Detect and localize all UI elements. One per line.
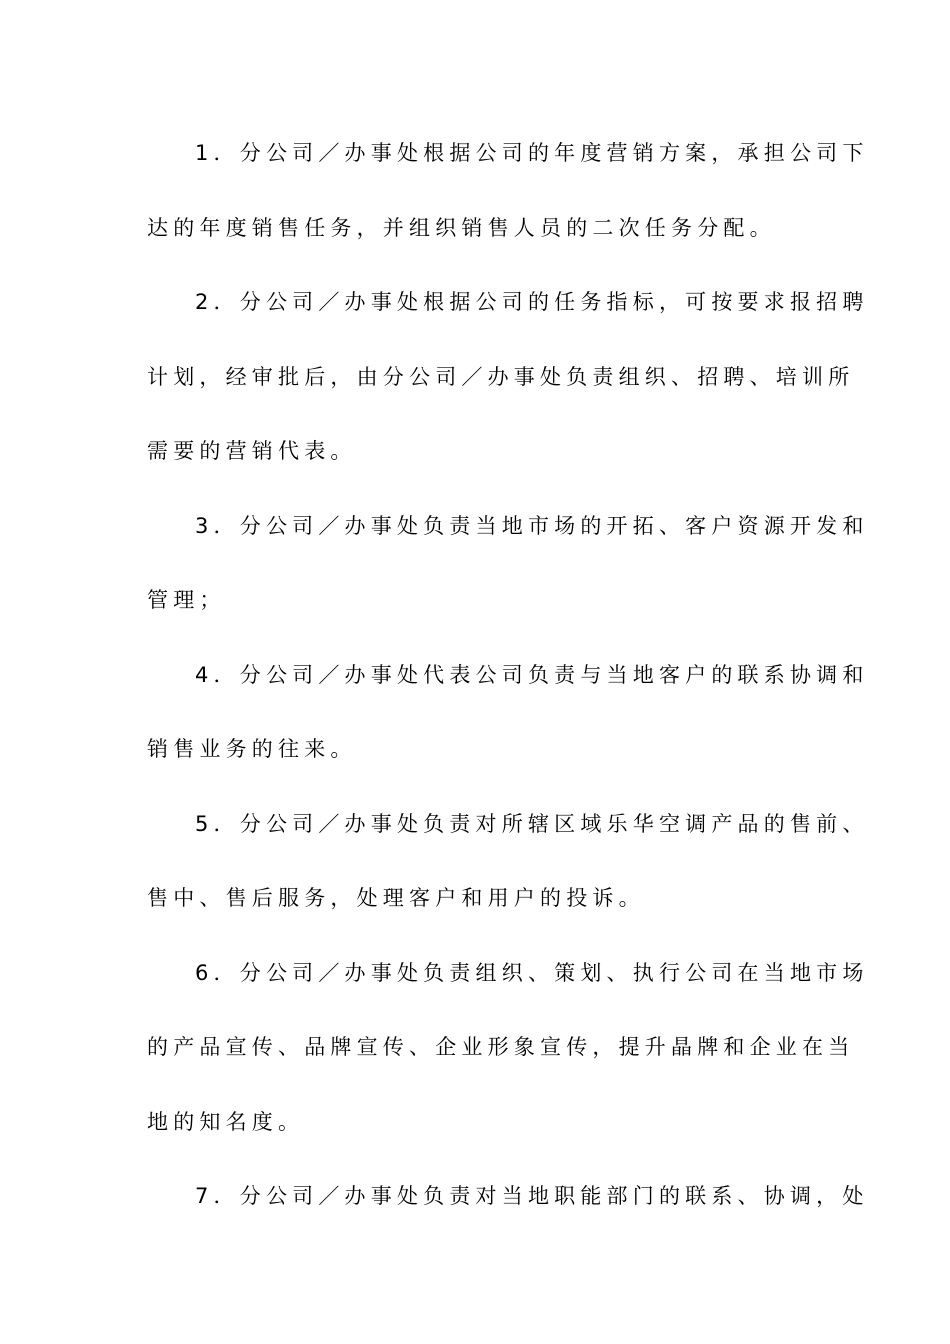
document-body — [147, 116, 869, 1234]
text-line-3: 2．分公司／办事处根据公司的任务指标，可按要求报招聘 — [195, 290, 869, 314]
text-line-15: 7．分公司／办事处负责对当地职能部门的联系、协调，处 — [195, 1184, 869, 1208]
text-line-8: 4．分公司／办事处代表公司负责与当地客户的联系协调和 — [195, 662, 869, 687]
text-line-4: 计划，经审批后，由分公司／办事处负责组织、招聘、培训所 — [147, 364, 855, 389]
text-line-11: 售中、售后服务，处理客户和用户的投诉。 — [147, 886, 645, 910]
text-line-7: 管理； — [147, 588, 226, 612]
text-line-2: 达的年度销售任务，并组织销售人员的二次任务分配。 — [147, 215, 776, 240]
text-line-13: 的产品宣传、品牌宣传、企业形象宣传，提升晶牌和企业在当 — [147, 1035, 855, 1059]
text-line-12: 6．分公司／办事处负责组织、策划、执行公司在当地市场 — [195, 960, 869, 985]
text-line-14: 地的知名度。 — [147, 1109, 305, 1134]
text-line-6: 3．分公司／办事处负责当地市场的开拓、客户资源开发和 — [195, 513, 869, 538]
text-line-10: 5．分公司／办事处负责对所辖区域乐华空调产品的售前、 — [195, 811, 869, 836]
text-line-9: 销售业务的往来。 — [147, 737, 357, 761]
text-line-1: 1．分公司／办事处根据公司的年度营销方案，承担公司下 — [195, 141, 869, 165]
text-line-5: 需要的营销代表。 — [147, 439, 357, 463]
